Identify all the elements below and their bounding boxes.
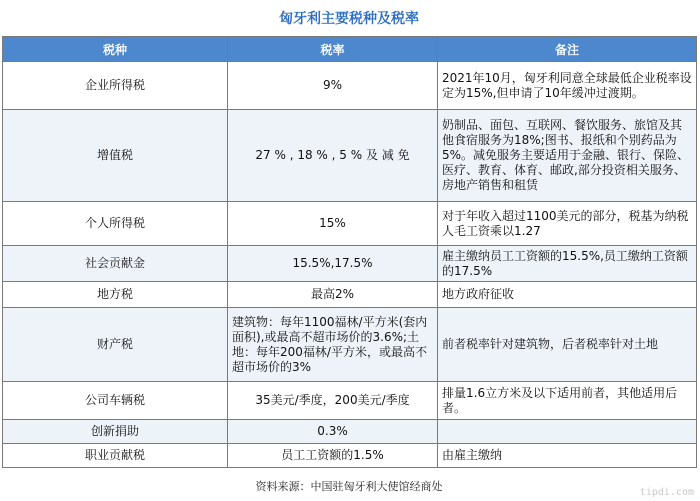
table-row bbox=[3, 420, 697, 444]
tax-note-cell: 排量1.6立方米及以下适用前者，其他适用后者。 bbox=[438, 382, 697, 420]
tax-note-cell: 由雇主缴纳 bbox=[438, 444, 697, 468]
tax-rate-cell: 27 % , 18 % , 5 % 及 减 免 bbox=[228, 110, 438, 202]
table-row bbox=[3, 110, 697, 202]
watermark: tipdi.com bbox=[639, 487, 694, 498]
tax-rate-cell: 建筑物：每年1100福林/平方米(套内面积),或最高不超市场价的3.6%;土地：每年200福林/平方米，或最高不超市场价的3% bbox=[228, 308, 438, 382]
tax-note-cell: 地方政府征收 bbox=[438, 282, 697, 308]
tax-rate-cell: 0.3% bbox=[228, 420, 438, 444]
tax-name-cell: 个人所得税 bbox=[3, 202, 228, 246]
tax-name-cell: 企业所得税 bbox=[3, 62, 228, 110]
tax-note-cell: 2021年10月，匈牙利同意全球最低企业税率设定为15%,但申请了10年缓冲过渡期。 bbox=[438, 62, 697, 110]
table-row bbox=[3, 282, 697, 308]
table-row bbox=[3, 202, 697, 246]
tax-name-cell: 创新捐助 bbox=[3, 420, 228, 444]
header-tax-rate: 税率 bbox=[228, 37, 438, 62]
tax-rate-cell: 35美元/季度，200美元/季度 bbox=[228, 382, 438, 420]
tax-note-cell: 奶制品、面包、互联网、餐饮服务、旅馆及其他食宿服务为18%;图书、报纸和个别药品为5%。减免服务主要适用于金融、银行、保险、医疗、教育、体育、邮政,部分投资相关服务、房地产销售和租赁 bbox=[438, 110, 697, 202]
table-row bbox=[3, 246, 697, 282]
tax-rate-cell: 15% bbox=[228, 202, 438, 246]
tax-rate-cell: 9% bbox=[228, 62, 438, 110]
tax-name-cell: 职业贡献税 bbox=[3, 444, 228, 468]
tax-name-cell: 公司车辆税 bbox=[3, 382, 228, 420]
tax-note-cell: 前者税率针对建筑物，后者税率针对土地 bbox=[438, 308, 697, 382]
header-tax-type: 税种 bbox=[3, 37, 228, 62]
tax-rate-cell: 最高2% bbox=[228, 282, 438, 308]
table-row bbox=[3, 308, 697, 382]
tax-rate-cell: 员工工资额的1.5% bbox=[228, 444, 438, 468]
tax-name-cell: 财产税 bbox=[3, 308, 228, 382]
tax-table bbox=[2, 36, 697, 468]
table-row bbox=[3, 62, 697, 110]
tax-rate-cell: 15.5%,17.5% bbox=[228, 246, 438, 282]
tax-name-cell: 增值税 bbox=[3, 110, 228, 202]
tax-note-cell: 对于年收入超过1100美元的部分，税基为纳税人毛工资乘以1.27 bbox=[438, 202, 697, 246]
tax-name-cell: 社会贡献金 bbox=[3, 246, 228, 282]
table-title: 匈牙利主要税种及税率 bbox=[279, 11, 419, 27]
tax-name-cell: 地方税 bbox=[3, 282, 228, 308]
table-row bbox=[3, 444, 697, 468]
table-row bbox=[3, 382, 697, 420]
tax-note-cell bbox=[438, 420, 697, 444]
header-remarks: 备注 bbox=[438, 37, 697, 62]
header-row bbox=[3, 37, 697, 62]
source-note: 资料来源：中国驻匈牙利大使馆经商处 bbox=[255, 480, 443, 493]
tax-note-cell: 雇主缴纳员工工资额的15.5%,员工缴纳工资额的17.5% bbox=[438, 246, 697, 282]
